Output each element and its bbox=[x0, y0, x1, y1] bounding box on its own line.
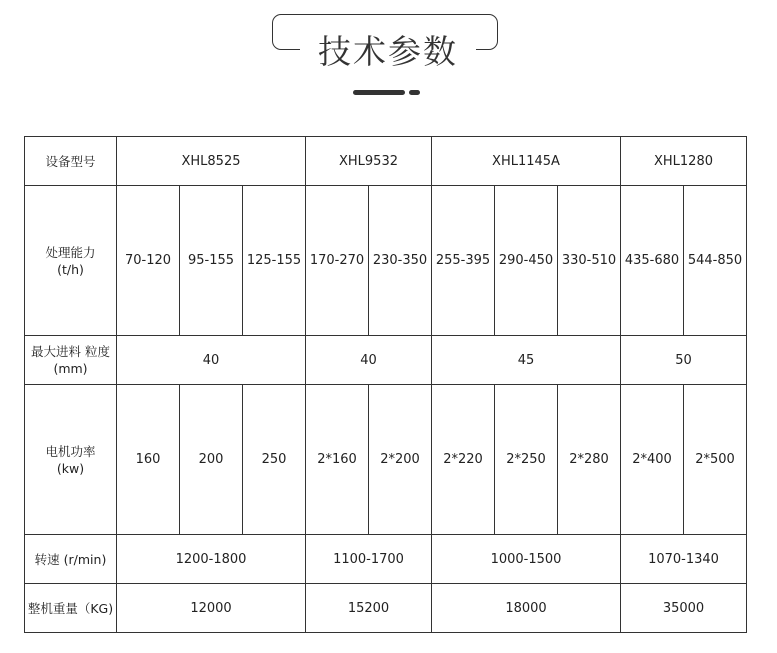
title-underline-long bbox=[353, 90, 405, 95]
cell-weight: 18000 bbox=[432, 584, 621, 633]
cell-feed-size: 40 bbox=[117, 336, 306, 385]
label-weight: 整机重量（KG) bbox=[25, 584, 117, 633]
cell-power: 2*220 bbox=[432, 385, 495, 535]
cell-capacity: 330-510 bbox=[558, 186, 621, 336]
cell-feed-size: 45 bbox=[432, 336, 621, 385]
label-power-unit: (kw) bbox=[56, 460, 85, 476]
cell-capacity: 230-350 bbox=[369, 186, 432, 336]
cell-capacity: 125-155 bbox=[243, 186, 306, 336]
label-motor-power bbox=[25, 385, 117, 535]
cell-power: 250 bbox=[243, 385, 306, 535]
row-motor-power bbox=[25, 385, 747, 535]
label-feed-unit: (mm) bbox=[53, 361, 88, 376]
label-speed: 转速 (r/min) bbox=[25, 535, 117, 584]
cell-power: 160 bbox=[117, 385, 180, 535]
cell-model: XHL1280 bbox=[621, 137, 747, 186]
cell-weight: 35000 bbox=[621, 584, 747, 633]
cell-capacity: 290-450 bbox=[495, 186, 558, 336]
cell-power: 2*200 bbox=[369, 385, 432, 535]
cell-capacity: 435-680 bbox=[621, 186, 684, 336]
cell-power: 2*280 bbox=[558, 385, 621, 535]
cell-power: 200 bbox=[180, 385, 243, 535]
row-speed bbox=[25, 535, 747, 584]
cell-capacity: 544-850 bbox=[684, 186, 747, 336]
cell-capacity: 170-270 bbox=[306, 186, 369, 336]
cell-capacity: 255-395 bbox=[432, 186, 495, 336]
cell-power: 2*400 bbox=[621, 385, 684, 535]
cell-feed-size: 40 bbox=[306, 336, 432, 385]
row-model bbox=[25, 137, 747, 186]
cell-capacity: 70-120 bbox=[117, 186, 180, 336]
cell-power: 2*500 bbox=[684, 385, 747, 535]
cell-speed: 1100-1700 bbox=[306, 535, 432, 584]
tech-params-table bbox=[24, 136, 747, 633]
row-capacity bbox=[25, 186, 747, 336]
cell-power: 2*250 bbox=[495, 385, 558, 535]
cell-weight: 15200 bbox=[306, 584, 432, 633]
cell-power: 2*160 bbox=[306, 385, 369, 535]
page-title: 技术参数 bbox=[300, 30, 476, 74]
cell-model: XHL8525 bbox=[117, 137, 306, 186]
cell-speed: 1070-1340 bbox=[621, 535, 747, 584]
label-capacity bbox=[25, 186, 117, 336]
cell-capacity: 95-155 bbox=[180, 186, 243, 336]
section-header bbox=[0, 0, 777, 110]
cell-speed: 1200-1800 bbox=[117, 535, 306, 584]
label-power-text: 电机功率 bbox=[45, 443, 96, 459]
row-feed-size bbox=[25, 336, 747, 385]
cell-feed-size: 50 bbox=[621, 336, 747, 385]
row-weight bbox=[25, 584, 747, 633]
label-feed-size bbox=[25, 336, 117, 385]
cell-weight: 12000 bbox=[117, 584, 306, 633]
cell-model: XHL1145A bbox=[432, 137, 621, 186]
title-underline-short bbox=[409, 90, 420, 95]
label-capacity-text: 处理能力 bbox=[45, 244, 96, 260]
label-capacity-unit: (t/h) bbox=[57, 261, 84, 277]
cell-model: XHL9532 bbox=[306, 137, 432, 186]
label-model: 设备型号 bbox=[25, 137, 117, 186]
label-feed-text: 最大进料 粒度 bbox=[31, 344, 110, 359]
cell-speed: 1000-1500 bbox=[432, 535, 621, 584]
